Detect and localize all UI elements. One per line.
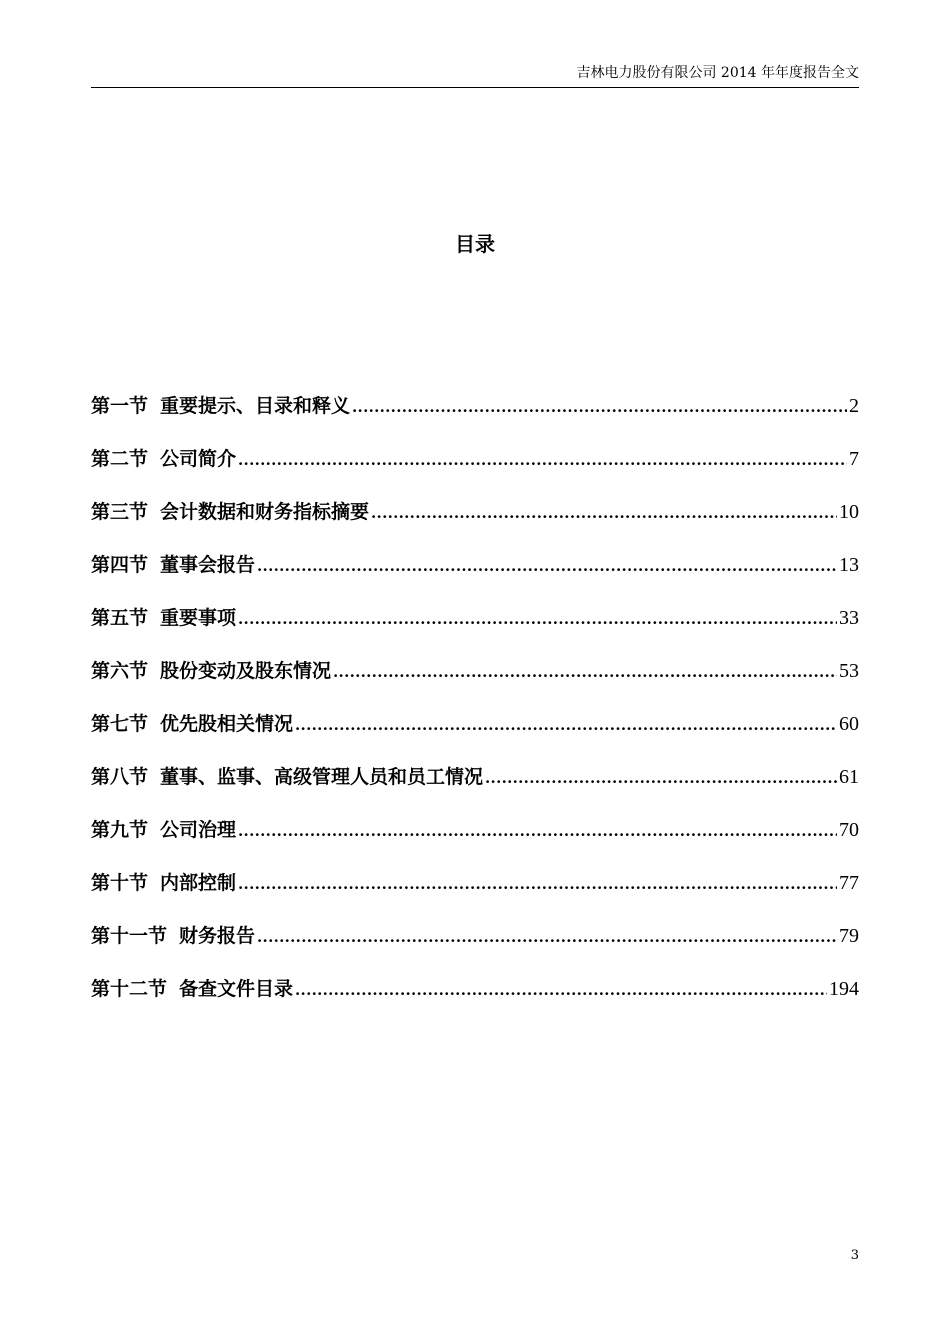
toc-page-number: 61 <box>839 766 859 788</box>
toc-section-title: 公司简介 <box>160 448 237 470</box>
toc-section-title: 备查文件目录 <box>179 978 294 1000</box>
toc-entry[interactable] <box>91 868 859 921</box>
toc-page-number: 10 <box>839 501 859 523</box>
toc-section-title: 股份变动及股东情况 <box>160 660 332 682</box>
toc-page-number: 7 <box>849 448 859 470</box>
header-rule <box>91 87 859 88</box>
dot-leader <box>238 816 837 846</box>
toc-page-number: 194 <box>829 978 859 1000</box>
dot-leader <box>238 604 837 634</box>
toc-section-number: 第四节 <box>91 554 149 576</box>
running-header: 吉林电力股份有限公司 2014 年年度报告全文 <box>576 65 859 81</box>
dot-leader <box>352 392 847 422</box>
page-number: 3 <box>850 1248 859 1263</box>
toc-section-title: 财务报告 <box>179 925 256 947</box>
toc-entry[interactable] <box>91 815 859 868</box>
dot-leader <box>238 869 837 899</box>
table-of-contents <box>91 391 859 1027</box>
toc-section-title: 重要事项 <box>160 607 237 629</box>
toc-page-number: 2 <box>849 395 859 417</box>
toc-entry[interactable] <box>91 497 859 550</box>
toc-section-title: 会计数据和财务指标摘要 <box>160 501 370 523</box>
toc-section-title: 公司治理 <box>160 819 237 841</box>
toc-section-number: 第十一节 <box>91 925 168 947</box>
toc-entry[interactable] <box>91 391 859 444</box>
dot-leader <box>257 922 837 952</box>
toc-entry[interactable] <box>91 550 859 603</box>
toc-page-number: 33 <box>839 607 859 629</box>
toc-section-number: 第八节 <box>91 766 149 788</box>
dot-leader <box>238 445 847 475</box>
toc-section-title: 董事、监事、高级管理人员和员工情况 <box>160 766 484 788</box>
toc-entry[interactable] <box>91 974 859 1027</box>
toc-entry[interactable] <box>91 444 859 497</box>
toc-page-number: 77 <box>839 872 859 894</box>
toc-section-number: 第二节 <box>91 448 149 470</box>
toc-section-number: 第七节 <box>91 713 149 735</box>
toc-section-title: 优先股相关情况 <box>160 713 294 735</box>
dot-leader <box>333 657 837 687</box>
toc-section-title: 董事会报告 <box>160 554 256 576</box>
toc-title: 目录 <box>455 232 495 256</box>
toc-entry[interactable] <box>91 709 859 762</box>
dot-leader <box>295 710 837 740</box>
toc-page-number: 70 <box>839 819 859 841</box>
toc-section-number: 第五节 <box>91 607 149 629</box>
toc-page-number: 79 <box>839 925 859 947</box>
toc-section-number: 第三节 <box>91 501 149 523</box>
toc-entry[interactable] <box>91 921 859 974</box>
toc-section-number: 第一节 <box>91 395 149 417</box>
toc-entry[interactable] <box>91 656 859 709</box>
toc-section-number: 第十二节 <box>91 978 168 1000</box>
toc-section-number: 第六节 <box>91 660 149 682</box>
toc-entry[interactable] <box>91 603 859 656</box>
dot-leader <box>257 551 837 581</box>
toc-page-number: 13 <box>839 554 859 576</box>
toc-entry[interactable] <box>91 762 859 815</box>
toc-page-number: 53 <box>839 660 859 682</box>
dot-leader <box>295 975 827 1005</box>
toc-section-title: 重要提示、目录和释义 <box>160 395 351 417</box>
toc-section-number: 第十节 <box>91 872 149 894</box>
toc-section-title: 内部控制 <box>160 872 237 894</box>
dot-leader <box>485 763 837 793</box>
toc-section-number: 第九节 <box>91 819 149 841</box>
toc-page-number: 60 <box>839 713 859 735</box>
dot-leader <box>371 498 837 528</box>
